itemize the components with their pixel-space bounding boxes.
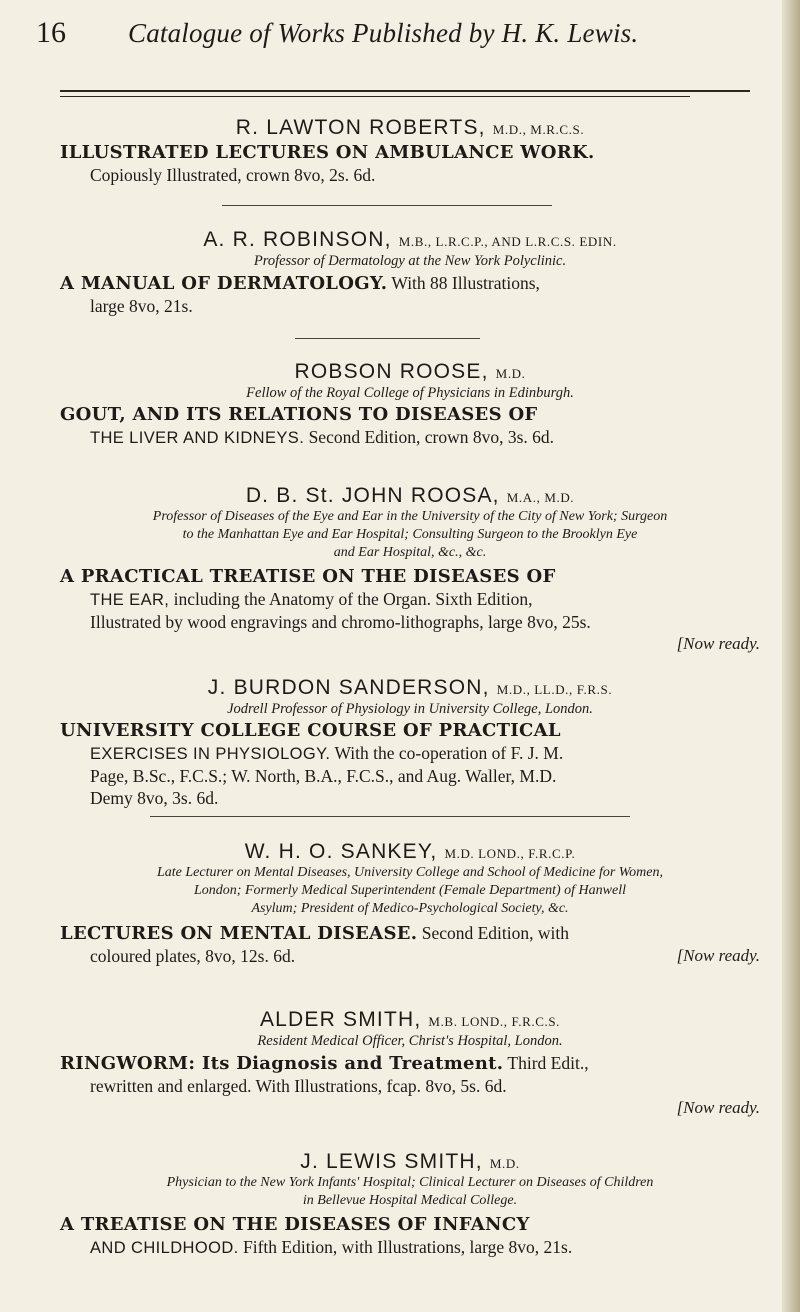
author-line <box>60 484 760 508</box>
entry-separator <box>222 205 552 206</box>
catalogue-entry <box>60 1008 760 1119</box>
author-name: A. R. ROBINSON, <box>203 228 392 251</box>
author-affiliation <box>60 864 760 918</box>
book-title: A PRACTICAL TREATISE ON THE DISEASES OF <box>60 566 556 587</box>
book-title: GOUT, AND ITS RELATIONS TO DISEASES OF <box>60 404 538 425</box>
book-details-cont: Illustrated by wood engravings and chromo-lithographs, large 8vo, 25s. <box>90 612 591 632</box>
author-line <box>60 360 760 384</box>
author-name: D. B. St. JOHN ROOSA, <box>245 484 500 507</box>
book-title: UNIVERSITY COLLEGE COURSE OF PRACTICAL <box>60 720 561 741</box>
page-edge <box>782 0 800 1312</box>
author-affiliation: Jodrell Professor of Physiology in University College, London. <box>227 701 593 717</box>
book-details: Fifth Edition, with Illustrations, large 8vo, 21s. <box>243 1237 573 1257</box>
book-block <box>60 1214 760 1259</box>
author-degrees: M.D. <box>495 366 526 381</box>
author-line <box>60 116 760 140</box>
entry-separator <box>295 338 480 339</box>
book-subtitle: AND CHILDHOOD. <box>90 1239 239 1257</box>
affiliation-line: Asylum; President of Medico-Psychological Society, &c. <box>251 901 569 916</box>
header-rule-thick <box>60 90 750 92</box>
author-degrees: M.D. LOND., F.R.C.P. <box>444 846 576 861</box>
running-title: Catalogue of Works Published by H. K. Lewis. <box>128 18 639 48</box>
author-line <box>60 1008 760 1032</box>
author-name: J. LEWIS SMITH, <box>300 1150 483 1173</box>
book-title: ILLUSTRATED LECTURES ON AMBULANCE WORK. <box>60 142 595 163</box>
author-name: ROBSON ROOSE, <box>294 360 489 383</box>
catalogue-entry <box>60 484 760 655</box>
book-details: Second Edition, crown 8vo, 3s. 6d. <box>308 427 555 447</box>
catalogue-entry <box>60 676 760 809</box>
affiliation-line: Late Lecturer on Mental Diseases, University College and School of Medicine for Women, <box>157 865 663 880</box>
book-subtitle: THE EAR, <box>90 591 170 609</box>
book-subtitle: THE LIVER AND KIDNEYS. <box>90 429 305 447</box>
author-affiliation <box>60 1174 760 1210</box>
affiliation-line: Physician to the New York Infants' Hospital; Clinical Lecturer on Diseases of Children <box>166 1175 654 1190</box>
catalogue-entry <box>60 116 760 186</box>
book-title: A TREATISE ON THE DISEASES OF INFANCY <box>60 1214 530 1235</box>
book-title: LECTURES ON MENTAL DISEASE. <box>60 923 418 944</box>
header-rule-thin <box>60 96 690 97</box>
entry-separator <box>150 816 630 817</box>
book-details: Third Edit., <box>507 1053 589 1073</box>
author-line <box>60 1150 760 1174</box>
book-title: A MANUAL OF DERMATOLOGY. <box>60 273 388 294</box>
book-block <box>60 720 760 809</box>
book-details: With the co-operation of F. J. M. <box>334 743 564 763</box>
book-details: Second Edition, with <box>421 923 569 943</box>
affiliation-line: Professor of Diseases of the Eye and Ear in the University of the City of New York; Surgeon <box>152 509 668 524</box>
book-block <box>60 272 760 317</box>
author-name: W. H. O. SANKEY, <box>244 840 438 863</box>
catalogue-entry <box>60 360 760 449</box>
book-block <box>60 404 760 449</box>
availability-note: [Now ready. <box>676 634 760 653</box>
catalogue-entry <box>60 840 760 967</box>
author-degrees: M.A., M.D. <box>506 490 575 505</box>
book-details-cont: coloured plates, 8vo, 12s. 6d. <box>90 946 296 966</box>
author-degrees: M.D. <box>489 1156 520 1171</box>
author-name: J. BURDON SANDERSON, <box>207 676 490 699</box>
author-degrees: M.B. LOND., F.R.C.S. <box>428 1014 561 1029</box>
author-degrees: M.D., M.R.C.S. <box>492 122 585 137</box>
page-header <box>36 16 756 56</box>
book-details: including the Anatomy of the Organ. Sixth Edition, <box>173 589 533 609</box>
page-number: 16 <box>36 16 66 49</box>
availability-note: [Now ready. <box>676 1098 760 1117</box>
book-block <box>60 922 760 967</box>
book-details-cont: large 8vo, 21s. <box>90 296 193 316</box>
author-affiliation: Professor of Dermatology at the New York Polyclinic. <box>253 253 567 269</box>
book-details: Copiously Illustrated, crown 8vo, 2s. 6d. <box>90 165 376 185</box>
author-line <box>60 228 760 252</box>
author-name: ALDER SMITH, <box>259 1008 422 1031</box>
book-details-cont: Page, B.Sc., F.C.S.; W. North, B.A., F.C.S., and Aug. Waller, M.D. <box>90 766 557 786</box>
book-details-cont: rewritten and enlarged. With Illustrations, fcap. 8vo, 5s. 6d. <box>90 1076 507 1096</box>
affiliation-line: London; Formerly Medical Superintendent (Female Department) of Hanwell <box>194 883 626 898</box>
affiliation-line: and Ear Hospital, &c., &c. <box>333 545 487 560</box>
author-line <box>60 840 760 864</box>
book-title: RINGWORM: Its Diagnosis and Treatment. <box>60 1053 504 1074</box>
author-degrees: M.D., LL.D., F.R.S. <box>496 682 613 697</box>
author-line <box>60 676 760 700</box>
book-block <box>60 566 760 655</box>
availability-note: [Now ready. <box>676 946 760 965</box>
author-degrees: M.B., L.R.C.P., AND L.R.C.S. EDIN. <box>398 234 617 249</box>
book-details-cont: Demy 8vo, 3s. 6d. <box>90 788 219 808</box>
affiliation-line: to the Manhattan Eye and Ear Hospital; Consulting Surgeon to the Brooklyn Eye <box>182 527 638 542</box>
book-block <box>60 142 760 186</box>
affiliation-line: in Bellevue Hospital Medical College. <box>302 1193 518 1208</box>
book-subtitle: EXERCISES IN PHYSIOLOGY. <box>90 745 331 763</box>
author-affiliation: Resident Medical Officer, Christ's Hospital, London. <box>257 1033 563 1049</box>
author-affiliation <box>60 508 760 562</box>
book-details: With 88 Illustrations, <box>391 273 540 293</box>
author-affiliation: Fellow of the Royal College of Physicians in Edinburgh. <box>246 385 574 401</box>
catalogue-entry <box>60 1150 760 1259</box>
book-block <box>60 1052 760 1119</box>
catalogue-entry <box>60 228 760 317</box>
author-name: R. LAWTON ROBERTS, <box>235 116 486 139</box>
